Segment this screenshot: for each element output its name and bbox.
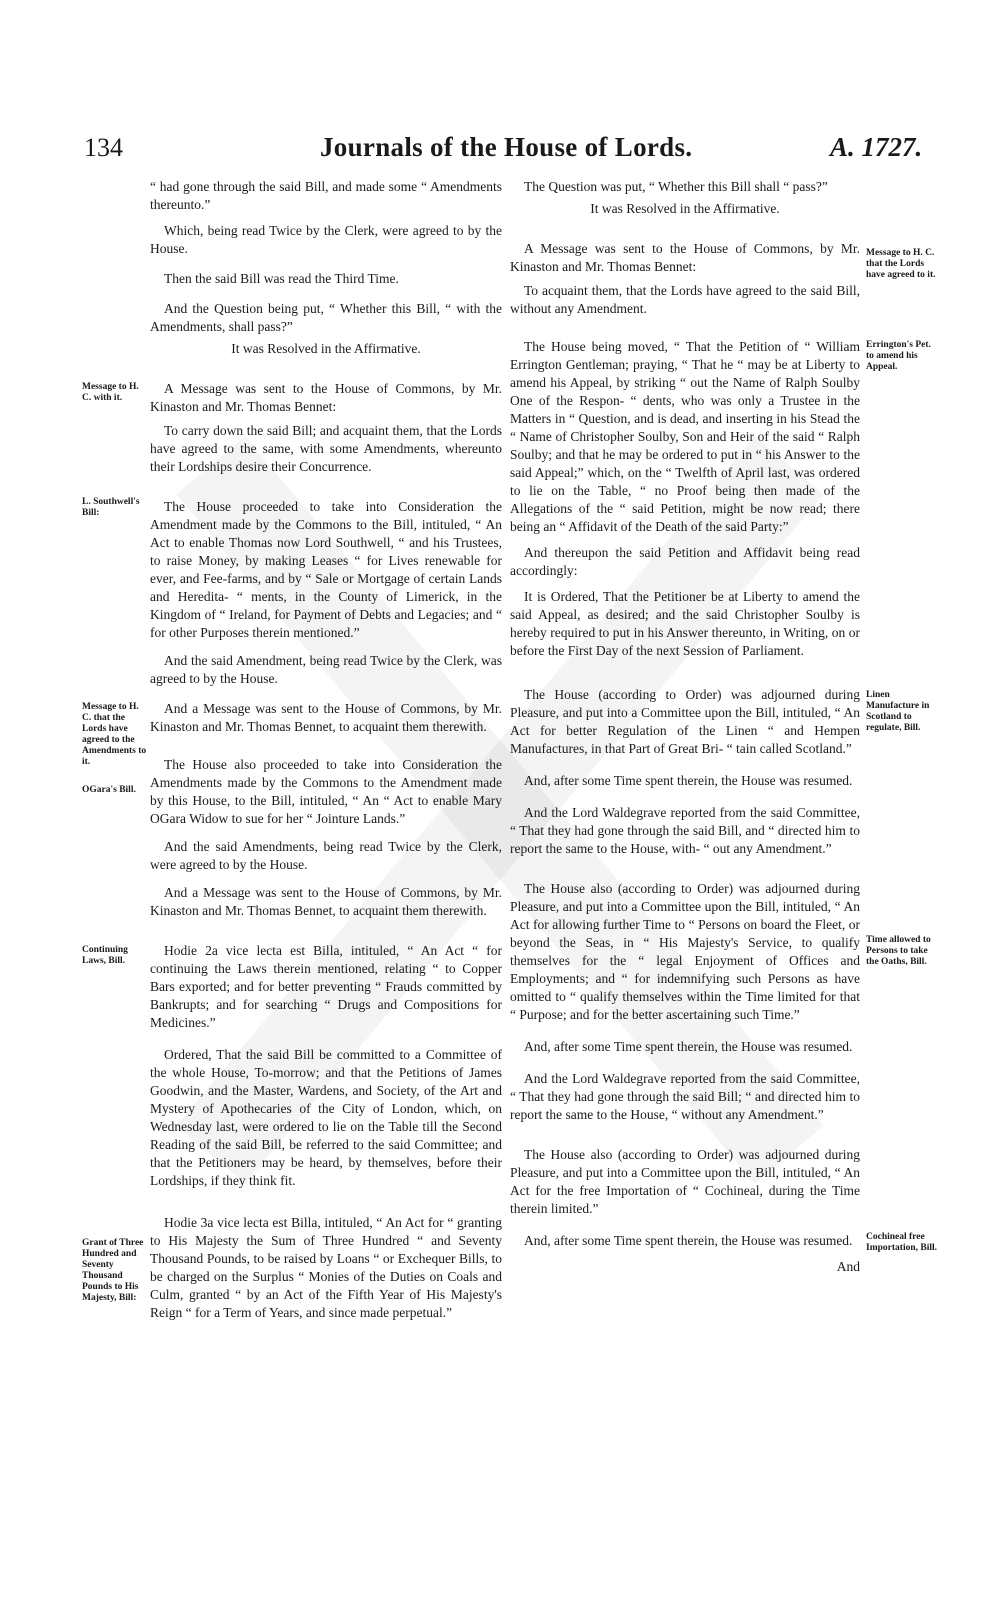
catchword: And xyxy=(836,1259,860,1274)
paragraph: The House being moved, “ That the Petition of “ William Errington Gentleman; praying, “ That he “ may be at Liberty to amend his Appeal, by striking “ out the Name of Ralph Soulby One of the Respon- “ dents, who was only a Trustee in the Matters in “ Question, and is dead, and inserting in his Stead the “ Name of Christopher Soulby, Son and Heir of the said “ Ralph Soulby; and that he may be ordered to put in “ his Answer to the said Appeal;” which, on the “ Twelfth of April last, was ordered to lie on the Table, “ no Proof being then made of the Allegations of the “ said Petition, might be now read; there being an “ Affidavit of the Death of the said Party:” xyxy=(510,339,860,534)
paragraph: And, after some Time spent therein, the House was resumed. xyxy=(524,773,853,788)
page-year: A. 1727. xyxy=(830,132,923,162)
paragraph: Hodie 2a vice lecta est Billa, intituled, “ An Act “ for continuing the Laws therein mentioned, relating “ to Copper Bars exported; and for better preventing “ Frauds committed by Bankrupts; and for searching “ Drugs and Compositions for Medicines.” xyxy=(150,943,502,1030)
margin-note: Message to H. C. that the Lords have agreed to it. xyxy=(866,248,936,280)
margin-note: Errington's Pet. to amend his Appeal. xyxy=(866,340,931,372)
paragraph: And, after some Time spent therein, the House was resumed. xyxy=(524,1039,853,1054)
paragraph: And the said Amendments, being read Twice by the Clerk, were agreed to by the House. xyxy=(150,839,502,872)
page-number: 134 xyxy=(84,133,123,162)
margin-note: Message to H. C. that the Lords have agreed to the Amendments to it. xyxy=(82,702,147,767)
margin-note: L. Southwell's Bill: xyxy=(82,497,140,518)
paragraph: To carry down the said Bill; and acquaint them, that the Lords have agreed to the same, with some Amendments, whereunto their Lordships desire their Concurrence. xyxy=(150,423,502,474)
paragraph: And, after some Time spent therein, the House was resumed. xyxy=(524,1233,853,1248)
right-column xyxy=(510,178,860,1276)
margin-note: Continuing Laws, Bill. xyxy=(82,945,128,966)
paragraph: And the Lord Waldegrave reported from the said Committee, “ That they had gone through the said Bill, and “ directed him to report the same to the House, with- “ out any Amendment.” xyxy=(510,805,860,856)
paragraph: To acquaint them, that the Lords have agreed to the said Bill, without any Amendment. xyxy=(510,283,860,316)
paragraph: And the said Amendment, being read Twice by the Clerk, was agreed to by the House. xyxy=(150,653,502,686)
paragraph: And thereupon the said Petition and Affidavit being read accordingly: xyxy=(510,545,860,578)
margin-note: Grant of Three Hundred and Seventy Thousand Pounds to His Majesty, Bill: xyxy=(82,1238,144,1303)
paragraph: And a Message was sent to the House of Commons, by Mr. Kinaston and Mr. Thomas Bennet, to acquaint them therewith. xyxy=(150,701,502,734)
resolution: It was Resolved in the Affirmative. xyxy=(231,341,421,356)
paragraph: The House also (according to Order) was adjourned during Pleasure, and put into a Committee upon the Bill, intituled, “ An Act for the free Importation of “ Cochineal, during the Time therein limited.” xyxy=(510,1147,860,1216)
left-column xyxy=(150,178,502,1322)
paragraph: It is Ordered, That the Petitioner be at Liberty to amend the said Appeal, as desired; and the said Christopher Soulby is hereby required to put in his Answer thereunto, in Writing, on or before the First Day of the next Session of Parliament. xyxy=(510,589,860,658)
paragraph: And a Message was sent to the House of Commons, by Mr. Kinaston and Mr. Thomas Bennet, to acquaint them therewith. xyxy=(150,885,502,918)
paragraph: The House also proceeded to take into Consideration the Amendments made by the Commons to the Amendment made by this House, to the Bill, intituled, “ An “ Act to enable Mary OGara Widow to sue for her “ Jointure Lands.” xyxy=(150,757,502,826)
paragraph: And the Question being put, “ Whether this Bill, “ with the Amendments, shall pass?” xyxy=(150,301,502,334)
margin-note: Message to H. C. with it. xyxy=(82,382,139,403)
margin-note: OGara's Bill. xyxy=(82,785,136,795)
paragraph: The House (according to Order) was adjourned during Pleasure, and put into a Committee upon the Bill, intituled, “ An Act for better Regulation of the Linen “ and Hempen Manufactures, in that Part of Great Bri- “ tain called Scotland.” xyxy=(510,687,860,756)
margin-note: Time allowed to Persons to take the Oaths, Bill. xyxy=(866,935,931,967)
margin-note: Linen Manufacture in Scotland to regulate, Bill. xyxy=(866,690,930,733)
margin-note: Cochineal free Importation, Bill. xyxy=(866,1232,937,1253)
resolution: It was Resolved in the Affirmative. xyxy=(590,201,780,216)
paragraph: The House proceeded to take into Consideration the Amendment made by the Commons to the Bill, intituled, “ An Act to enable Thomas now Lord Southwell, “ and his Trustees, to raise Money, by making Leases “ for Lives renewable for ever, and Fee-farms, and by “ Sale or Mortgage of certain Lands and Heredita- “ ments, in the County of Limerick, in the Kingdom of “ Ireland, for Payment of Debts and Legacies; and “ for other Purposes therein mentioned.” xyxy=(150,499,502,640)
paragraph: A Message was sent to the House of Commons, by Mr. Kinaston and Mr. Thomas Bennet: xyxy=(150,381,502,414)
paragraph: The House also (according to Order) was adjourned during Pleasure, and put into a Committee upon the Bill, intituled, “ An Act for allowing further Time to “ Persons on board the Fleet, or beyond the Seas, in “ His Majesty's Service, to qualify themselves for the “ legal Enjoyment of Offices and Employments; and “ for indemnifying such Persons as have omitted to “ qualify themselves within the Time limited for that “ Purpose; and for the better ascertaining such Time.” xyxy=(510,881,860,1022)
page-title: Journals of the House of Lords. xyxy=(320,132,693,162)
paragraph: And the Lord Waldegrave reported from the said Committee, “ That they had gone through the said Bill; “ and directed him to report the same to the House, “ without any Amendment.” xyxy=(510,1071,860,1122)
paragraph: “ had gone through the said Bill, and made some “ Amendments thereunto.” xyxy=(150,179,502,212)
paragraph: Then the said Bill was read the Third Time. xyxy=(164,271,399,286)
paragraph: Which, being read Twice by the Clerk, were agreed to by the House. xyxy=(150,223,502,256)
paragraph: Hodie 3a vice lecta est Billa, intituled, “ An Act for “ granting to His Majesty the Sum of Three Hundred “ and Seventy Thousand Pounds, to be raised by Loans “ or Exchequer Bills, to be charged on the Surplus “ Monies of the Duties on Coals and Culm, granted “ by an Act of the Fifth Year of His Majesty's Reign “ for a Term of Years, and since made perpetual.” xyxy=(150,1215,502,1320)
paragraph: A Message was sent to the House of Commons, by Mr. Kinaston and Mr. Thomas Bennet: xyxy=(510,241,860,274)
paragraph: The Question was put, “ Whether this Bill shall “ pass?” xyxy=(524,179,828,194)
paragraph: Ordered, That the said Bill be committed to a Committee of the whole House, To-morrow; and that the Petitions of James Goodwin, and the Master, Wardens, and Society, of the Art and Mystery of Apothecaries of the City of London, which, on Wednesday last, were ordered to lie on the Table till the Second Reading of the said Bill, be referred to the said Committee; and that the Petitioners may be heard, by themselves, before their Lordships, if they think fit. xyxy=(150,1047,502,1188)
